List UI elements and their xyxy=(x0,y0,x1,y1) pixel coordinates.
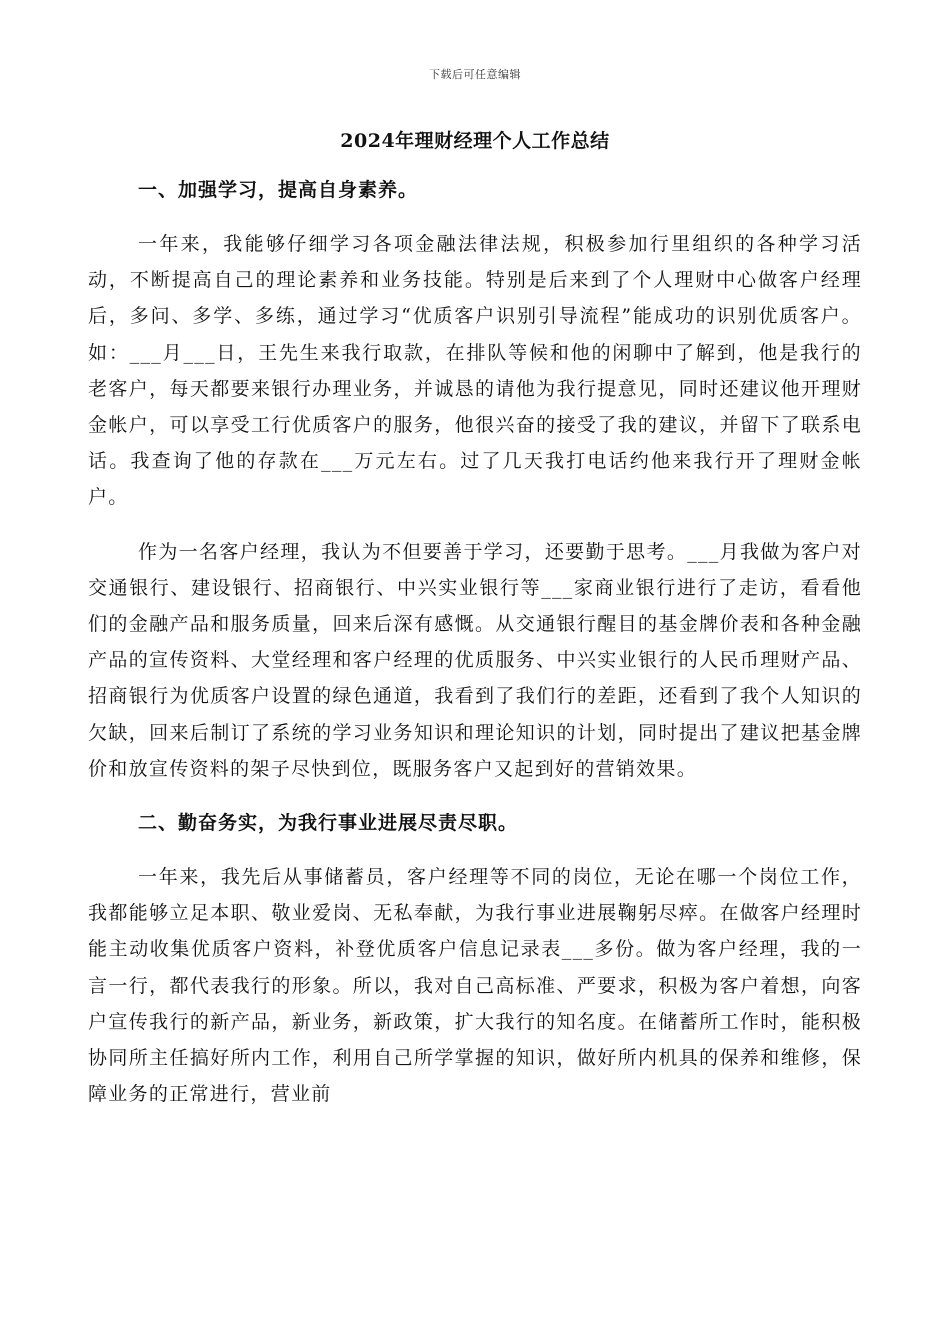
body-paragraph: 一年来，我先后从事储蓄员，客户经理等不同的岗位，无论在哪一个岗位工作，我都能够立足本职、敬业爱岗、无私奉献，为我行事业进展鞠躬尽瘁。在做客户经理时能主动收集优质客户资料，补登优质客户信息记录表___多份。做为客户经理，我的一言一行，都代表我行的形象。所以，我对自己高标准、严要求，积极为客户着想，向客户宣传我行的新产品，新业务，新政策，扩大我行的知名度。在储蓄所工作时，能积极协同所主任搞好所内工作，利用自己所学掌握的知识，做好所内机具的保养和维修，保障业务的正常进行，营业前 xyxy=(88,866,862,1106)
document-body xyxy=(88,172,862,1112)
document-title: 2024年理财经理个人工作总结 xyxy=(340,130,610,152)
section-heading: 一、加强学习，提高自身素养。 xyxy=(138,179,419,201)
body-paragraph: 作为一名客户经理，我认为不但要善于学习，还要勤于思考。___月我做为客户对交通银行、建设银行、招商银行、中兴实业银行等___家商业银行进行了走访，看看他们的金融产品和服务质量，回来后深有感慨。从交通银行醒目的基金牌价表和各种金融产品的宣传资料、大堂经理和客户经理的优质服务、中兴实业银行的人民币理财产品、招商银行为优质客户设置的绿色通道，我看到了我们行的差距，还看到了我个人知识的欠缺，回来后制订了系统的学习业务知识和理论知识的计划，同时提出了建议把基金牌价和放宣传资料的架子尽快到位，既服务客户又起到好的营销效果。 xyxy=(88,540,862,780)
header-note: 下载后可任意编辑 xyxy=(429,68,521,81)
section-heading: 二、勤奋务实，为我行事业进展尽责尽职。 xyxy=(138,812,519,835)
body-paragraph: 一年来，我能够仔细学习各项金融法律法规，积极参加行里组织的各种学习活动，不断提高自己的理论素养和业务技能。特别是后来到了个人理财中心做客户经理后，多问、多学、多练，通过学习“优质客户识别引导流程”能成功的识别优质客户。如：___月___日，王先生来我行取款，在排队等候和他的闲聊中了解到，他是我行的老客户，每天都要来银行办理业务，并诚恳的请他为我行提意见，同时还建议他开理财金帐户，可以享受工行优质客户的服务，他很兴奋的接受了我的建议，并留下了联系电话。我查询了他的存款在___万元左右。过了几天我打电话约他来我行开了理财金帐户。 xyxy=(88,233,862,509)
